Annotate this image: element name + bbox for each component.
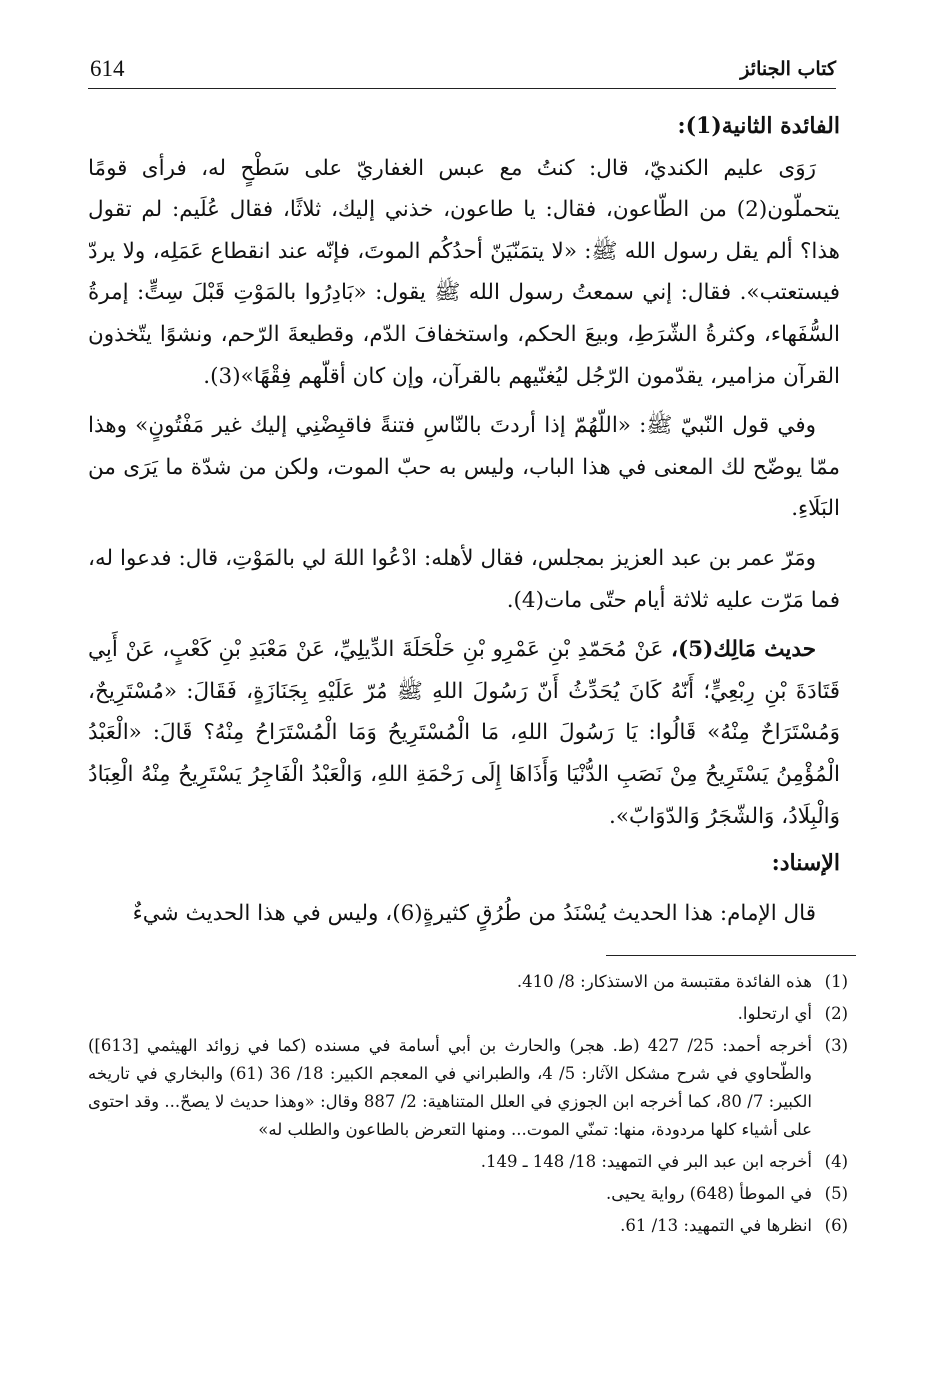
footnote-item [88, 1032, 848, 1144]
heading-second-benefit: الفائدة الثانية(1): [677, 113, 840, 139]
header-divider [88, 88, 836, 89]
footnote-text: أخرجه ابن عبد البر في التمهيد: 18/ 148 ـ 149. [480, 1152, 812, 1171]
footnote-divider [606, 955, 856, 956]
footnote-item [88, 1148, 848, 1176]
footnote-item [88, 1000, 848, 1028]
footnote-text: أي ارتحلوا. [737, 1004, 812, 1023]
footnote-text: أخرجه أحمد: 25/ 427 (ط. هجر) والحارث بن أبي أسامة في مسنده (كما في زوائد الهيثمي [613]) والطّحاوي في شرح مشكل الآثار: 5/ 4، والطبراني في المعجم الكبير: 18/ 36 (61) والبخاري في تاريخه الكبير: 7/ 80، كما أخرجه ابن الجوزي في العلل المتناهية: 2/ 887 وقال: «وهذا حديث لا يصحّ... وقد احتوى على أشياء كلها مردودة، منها: تمنّي الموت... ومنها التعرض بالطاعون والطلب له» [88, 1036, 813, 1139]
footnote-number: (5) [824, 1184, 848, 1203]
hadith-malik [88, 629, 840, 837]
footnote-number: (3) [824, 1036, 848, 1055]
main-text [88, 100, 840, 934]
paragraph-umar-abdulaziz: ومَرّ عمر بن عبد العزيز بمجلس، فقال لأهله: ادْعُوا اللهَ لي بالمَوْتِ، قال: فدعوا له، فما مَرّت عليه ثلاثة أيام حتّى مات(4). [88, 545, 840, 613]
footnote-item [88, 1212, 848, 1240]
footnote-text: في الموطأ (648) رواية يحيى. [605, 1184, 812, 1203]
hadith-text: عَنْ مُحَمّدِ بْنِ عَمْرِو بْنِ حَلْحَلَةَ الدِّيلِيِّ، عَنْ مَعْبَدِ بْنِ كَعْبٍ، عَنْ أَبِي قَتَادَةَ بْنِ رِبْعِيٍّ؛ أَنّهُ كَانَ يُحَدِّثُ أَنّ رَسُولَ اللهِ ﷺ مُرّ عَلَيْهِ بِجَنَازَةٍ، فَقَالَ: «مُسْتَرِيحٌ، وَمُسْتَرَاحٌ مِنْهُ» قَالُوا: يَا رَسُولَ اللهِ، مَا الْمُسْتَرِيحُ وَمَا الْمُسْتَرَاحُ مِنْهُ؟ قَالَ: «الْعَبْدُ الْمُؤْمِنُ يَسْتَرِيحُ مِنْ نَصَبِ الدُّنْيَا وَأَذَاهَا إِلَى رَحْمَةِ اللهِ، وَالْعَبْدُ الْفَاجِرُ يَسْتَرِيحُ مِنْهُ الْعِبَادُ وَالْبِلَادُ، وَالشّجَرُ وَالدّوَابّ». [88, 637, 840, 829]
hadith-label: حديث مَالِك(5)، [671, 637, 816, 663]
paragraph-alim-alkindi: رَوَى عليم الكنديّ، قال: كنتُ مع عبس الغفاريّ على سَطْحٍ له، فرأى قومًا يتحملّون(2) من الطّاعون، فقال: يا طاعون، خذني إليك، ثلاثًا، فقال عُلَيم: لم تقول هذا؟ ألم يقل رسول الله ﷺ: «لا يتمَنّيَنّ أحدُكُم الموتَ، فإنّه عند انقطاع عَمَلِه، ولا يردّ فيستعتب». فقال: إني سمعتُ رسول الله ﷺ يقول: «بَادِرُوا بالمَوْتِ قَبْلَ سِتٍّ: إمرةُ السُّفَهاء، وكثرةُ الشّرَطِ، وبيعَ الحكم، واستخفافَ الدّم، وقطيعةَ الرّحم، ونشوًا يتّخذون القرآن مزامير، يقدّمون الرّجُل ليُغنّيهم بالقرآن، وإن كان أقلّهم فِقْهًا»(3). [88, 155, 840, 389]
running-title: كتاب الجنائز [740, 58, 836, 80]
footnotes [88, 968, 848, 1244]
paragraph-prophet-saying: وفي قول النّبيّ ﷺ: «اللّهُمّ إذا أردتَ بالنّاسِ فتنةً فاقبِضْنِي إليك غير مَفْتُونٍ» وهذا ممّا يوضّح لك المعنى في هذا الباب، وليس به حبّ الموت، ولكن من شدّة ما يَرَى من البَلَاءِ. [88, 413, 840, 522]
footnote-number: (1) [824, 972, 848, 991]
footnote-number: (4) [824, 1152, 848, 1171]
footnote-text: هذه الفائدة مقتبسة من الاستذكار: 8/ 410. [516, 972, 812, 991]
page-header [88, 52, 836, 92]
footnote-number: (6) [824, 1216, 848, 1235]
footnote-text: انظرها في التمهيد: 13/ 61. [620, 1216, 812, 1235]
footnote-item [88, 1180, 848, 1208]
paragraph-isnad: قال الإمام: هذا الحديث يُسْنَدُ من طُرُقٍ كثيرةٍ(6)، وليس في هذا الحديث شيءٌ [132, 900, 816, 926]
footnote-number: (2) [824, 1004, 848, 1023]
footnote-item [88, 968, 848, 996]
heading-isnad: الإسناد: [771, 850, 840, 877]
page-number: 614 [90, 56, 125, 81]
